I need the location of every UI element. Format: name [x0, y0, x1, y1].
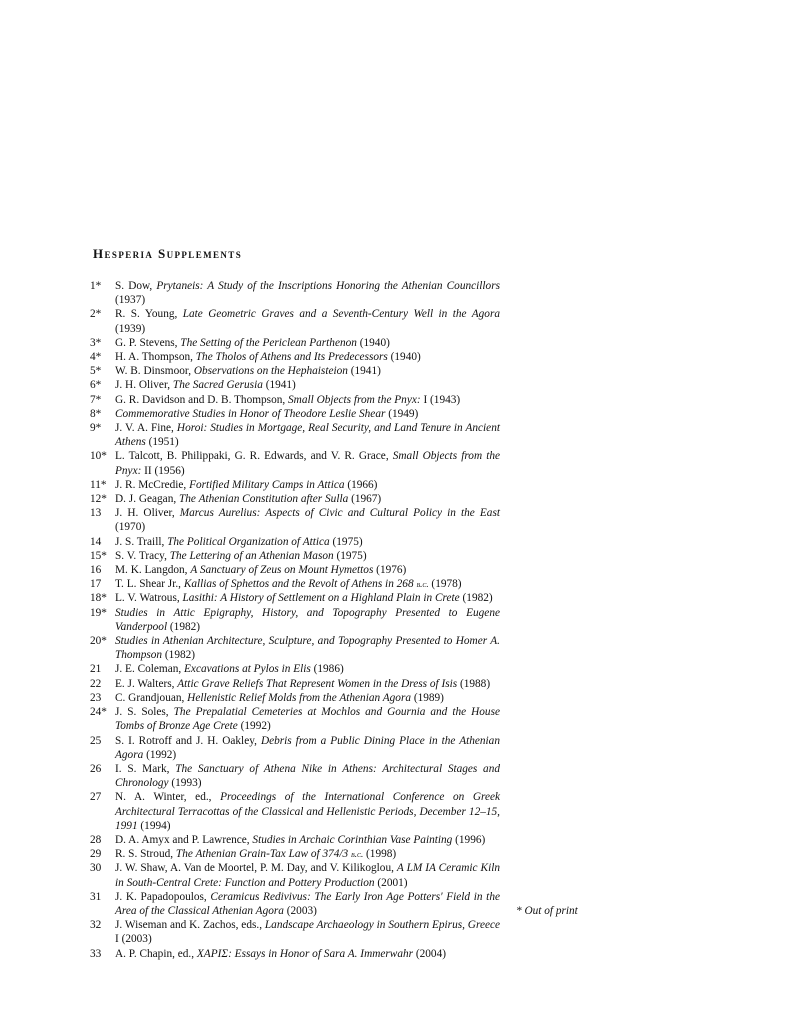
supplement-citation: R. S. Young, Late Geometric Graves and a Seventh-Century Well in the Agora (1939)	[115, 308, 500, 335]
supplement-number: 18*	[90, 592, 107, 605]
supplement-citation: Studies in Athenian Architecture, Sculpture, and Topography Presented to Homer A. Thompson (1982)	[115, 635, 500, 662]
supplement-citation: M. K. Langdon, A Sanctuary of Zeus on Mount Hymettos (1976)	[115, 564, 407, 577]
supplement-citation: D. A. Amyx and P. Lawrence, Studies in Archaic Corinthian Vase Painting (1996)	[115, 833, 486, 846]
supplement-citation: J. E. Coleman, Excavations at Pylos in Elis (1986)	[115, 663, 344, 676]
supplement-number: 7*	[90, 393, 102, 406]
supplement-entry	[90, 506, 500, 534]
supplement-citation: J. K. Papadopoulos, Ceramicus Redivivus: The Early Iron Age Potters' Field in the Area of the Classical Athenian Agora (2003)	[115, 890, 500, 917]
supplement-citation: H. A. Thompson, The Tholos of Athens and Its Predecessors (1940)	[115, 351, 421, 364]
supplement-entry	[90, 634, 500, 662]
supplement-entry	[90, 833, 500, 847]
supplement-citation: L. Talcott, B. Philippaki, G. R. Edwards, and V. R. Grace, Small Objects from the Pnyx: II (1956)	[115, 450, 501, 477]
supplement-number: 29	[90, 848, 102, 861]
supplement-citation: J. Wiseman and K. Zachos, eds., Landscape Archaeology in Southern Epirus, Greece I (2003)	[115, 919, 501, 946]
supplement-number: 16	[90, 564, 102, 577]
supplement-number: 5*	[90, 365, 102, 378]
supplement-citation: S. Dow, Prytaneis: A Study of the Inscriptions Honoring the Athenian Councillors (1937)	[115, 280, 500, 307]
supplement-number: 21	[90, 663, 102, 676]
supplement-entry	[90, 606, 500, 634]
supplement-number: 28	[90, 833, 102, 846]
supplement-citation: L. V. Watrous, Lasithi: A History of Settlement on a Highland Plain in Crete (1982)	[115, 592, 493, 605]
supplement-number: 13	[90, 507, 102, 520]
supplement-citation: S. I. Rotroff and J. H. Oakley, Debris from a Public Dining Place in the Athenian Agora (1992)	[115, 734, 500, 761]
supplement-number: 15*	[90, 549, 107, 562]
supplement-citation: J. S. Soles, The Prepalatial Cemeteries at Mochlos and Gournia and the House Tombs of Bronze Age Crete (1992)	[115, 706, 500, 733]
supplement-number: 10*	[90, 450, 107, 463]
supplement-entry	[90, 563, 500, 577]
supplement-entry	[90, 762, 500, 790]
supplement-citation: Commemorative Studies in Honor of Theodore Leslie Shear (1949)	[115, 407, 419, 420]
supplement-number: 22	[90, 677, 102, 690]
supplement-citation: T. L. Shear Jr., Kallias of Sphettos and the Revolt of Athens in 268 b.c. (1978)	[115, 578, 462, 591]
supplement-entry	[90, 549, 500, 563]
supplement-citation: E. J. Walters, Attic Grave Reliefs That Represent Women in the Dress of Isis (1988)	[115, 677, 491, 690]
supplement-entry	[90, 790, 500, 833]
supplement-entry	[90, 734, 500, 762]
supplement-citation: J. H. Oliver, The Sacred Gerusia (1941)	[115, 379, 296, 392]
supplements-list	[90, 279, 500, 961]
out-of-print-note: * Out of print	[516, 905, 578, 917]
supplement-entry	[90, 535, 500, 549]
supplement-number: 24*	[90, 706, 107, 719]
supplement-entry	[90, 691, 500, 705]
page-heading: Hesperia Supplements	[93, 246, 243, 261]
supplement-number: 14	[90, 535, 102, 548]
supplement-citation: J. R. McCredie, Fortified Military Camps in Attica (1966)	[115, 478, 378, 491]
supplement-number: 6*	[90, 379, 102, 392]
supplement-number: 23	[90, 691, 102, 704]
supplement-citation: J. H. Oliver, Marcus Aurelius: Aspects of Civic and Cultural Policy in the East (1970)	[115, 507, 500, 534]
supplement-entry	[90, 591, 500, 605]
supplement-entry	[90, 947, 500, 961]
supplement-entry	[90, 364, 500, 378]
supplement-number: 17	[90, 578, 102, 591]
supplement-entry	[90, 307, 500, 335]
supplement-number: 12*	[90, 493, 107, 506]
supplement-entry	[90, 407, 500, 421]
supplement-number: 2*	[90, 308, 102, 321]
supplement-citation: S. V. Tracy, The Lettering of an Athenian Mason (1975)	[115, 549, 367, 562]
supplement-citation: G. R. Davidson and D. B. Thompson, Small Objects from the Pnyx: I (1943)	[115, 393, 461, 406]
supplement-number: 26	[90, 762, 102, 775]
supplement-number: 9*	[90, 422, 102, 435]
supplement-number: 31	[90, 890, 102, 903]
supplement-citation: G. P. Stevens, The Setting of the Periclean Parthenon (1940)	[115, 336, 390, 349]
supplement-entry	[90, 705, 500, 733]
supplement-citation: I. S. Mark, The Sanctuary of Athena Nike in Athens: Architectural Stages and Chronology (1993)	[115, 762, 500, 790]
supplement-number: 11*	[90, 478, 107, 491]
supplement-entry	[90, 890, 500, 918]
supplement-citation: J. S. Traill, The Political Organization of Attica (1975)	[115, 535, 363, 548]
supplement-number: 30	[90, 862, 102, 875]
supplement-number: 33	[90, 947, 102, 960]
supplement-entry	[90, 350, 500, 364]
supplement-citation: C. Grandjouan, Hellenistic Relief Molds from the Athenian Agora (1989)	[115, 691, 444, 704]
supplement-entry	[90, 861, 500, 889]
supplement-number: 27	[90, 791, 102, 804]
supplement-number: 4*	[90, 351, 102, 364]
supplement-entry	[90, 393, 500, 407]
supplement-entry	[90, 662, 500, 676]
supplement-citation: J. V. A. Fine, Horoi: Studies in Mortgage, Real Security, and Land Tenure in Ancient Athens (1951)	[115, 422, 500, 449]
supplement-number: 1*	[90, 280, 102, 292]
supplement-citation: W. B. Dinsmoor, Observations on the Hephaisteion (1941)	[115, 365, 381, 378]
supplement-number: 3*	[90, 336, 102, 349]
supplement-entry	[90, 449, 500, 477]
supplement-entry	[90, 577, 500, 591]
supplement-entry	[90, 279, 500, 307]
supplement-citation: Studies in Attic Epigraphy, History, and Topography Presented to Eugene Vanderpool (1982)	[115, 606, 500, 633]
supplement-number: 8*	[90, 407, 102, 420]
supplement-number: 32	[90, 919, 102, 932]
supplement-citation: J. W. Shaw, A. Van de Moortel, P. M. Day, and V. Kilikoglou, A LM IA Ceramic Kiln in South-Central Crete: Function and Pottery Production (2001)	[115, 862, 500, 889]
supplement-entry	[90, 847, 500, 861]
supplement-number: 19*	[90, 606, 107, 619]
supplement-entry	[90, 492, 500, 506]
supplement-citation: D. J. Geagan, The Athenian Constitution after Sulla (1967)	[115, 493, 382, 506]
supplement-citation: R. S. Stroud, The Athenian Grain-Tax Law of 374/3 b.c. (1998)	[115, 848, 397, 861]
supplement-number: 25	[90, 734, 102, 747]
supplement-number: 20*	[90, 635, 107, 648]
supplement-entry	[90, 478, 500, 492]
supplement-citation: N. A. Winter, ed., Proceedings of the International Conference on Greek Architectural Terracottas of the Classical and Hellenistic Periods, December 12–15, 1991 (1994)	[115, 791, 501, 832]
supplement-entry	[90, 677, 500, 691]
supplement-entry	[90, 378, 500, 392]
supplement-entry	[90, 336, 500, 350]
supplement-entry	[90, 918, 500, 946]
supplement-citation: A. P. Chapin, ed., ΧΑΡΙΣ: Essays in Honor of Sara A. Immerwahr (2004)	[115, 947, 446, 960]
supplement-entry	[90, 421, 500, 449]
